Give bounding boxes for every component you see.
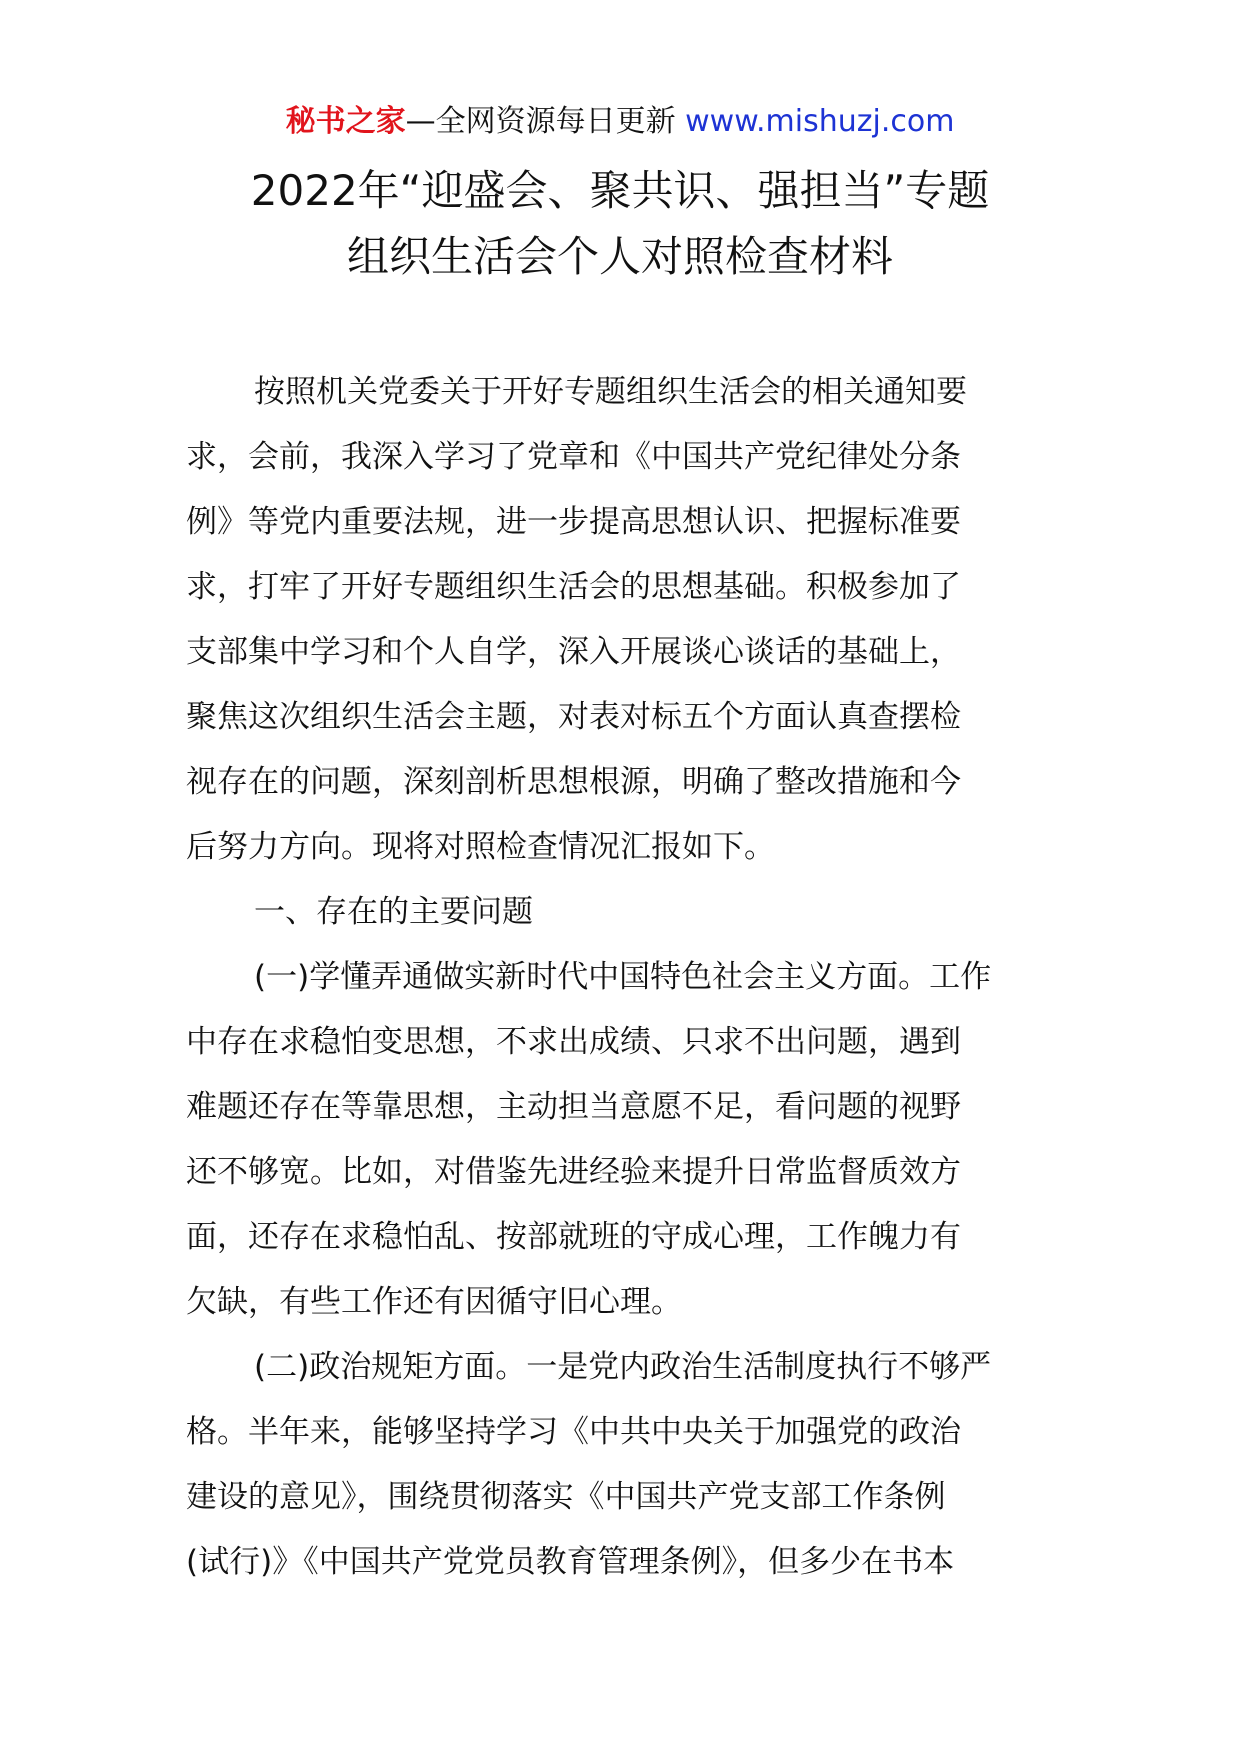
body-line: 建设的意见》，围绕贯彻落实《中国共产党支部工作条例 [186, 1479, 946, 1515]
site-url-link[interactable]: www.mishuzj.com [685, 104, 955, 139]
document-body [186, 360, 1052, 1595]
body-line: (一)学懂弄通做实新时代中国特色社会主义方面。工作 [254, 959, 992, 995]
body-line: 难题还存在等靠思想，主动担当意愿不足，看问题的视野 [186, 1089, 961, 1125]
body-line: 求，会前，我深入学习了党章和《中国共产党纪律处分条 [186, 439, 961, 475]
body-line: 还不够宽。比如，对借鉴先进经验来提升日常监督质效方 [186, 1154, 961, 1190]
document-title [0, 158, 1240, 290]
section-heading: 一、存在的主要问题 [254, 894, 533, 930]
body-line: 中存在求稳怕变思想，不求出成绩、只求不出问题，遇到 [186, 1024, 961, 1060]
body-line: 按照机关党委关于开好专题组织生活会的相关通知要 [254, 374, 967, 410]
body-line: 面，还存在求稳怕乱、按部就班的守成心理，工作魄力有 [186, 1219, 961, 1255]
title-line-1: 2022年“迎盛会、聚共识、强担当”专题 [250, 166, 990, 215]
body-line: (二)政治规矩方面。一是党内政治生活制度执行不够严 [254, 1349, 992, 1385]
site-slogan: —全网资源每日更新 [405, 104, 686, 139]
body-line: 例》等党内重要法规，进一步提高思想认识、把握标准要 [186, 504, 961, 540]
site-brand: 秘书之家 [285, 104, 406, 139]
body-line: 后努力方向。现将对照检查情况汇报如下。 [186, 829, 775, 865]
body-line: 格。半年来，能够坚持学习《中共中央关于加强党的政治 [186, 1414, 961, 1450]
body-line: 聚焦这次组织生活会主题，对表对标五个方面认真查摆检 [186, 699, 961, 735]
body-line: 支部集中学习和个人自学，深入开展谈心谈话的基础上， [186, 634, 961, 670]
site-header [0, 100, 1240, 144]
body-line: 视存在的问题，深刻剖析思想根源，明确了整改措施和今 [186, 764, 961, 800]
body-line: 求，打牢了开好专题组织生活会的思想基础。积极参加了 [186, 569, 961, 605]
title-line-2: 组织生活会个人对照检查材料 [346, 232, 893, 281]
body-line: (试行)》《中国共产党党员教育管理条例》，但多少在书本 [186, 1544, 955, 1580]
body-line: 欠缺，有些工作还有因循守旧心理。 [186, 1284, 682, 1320]
